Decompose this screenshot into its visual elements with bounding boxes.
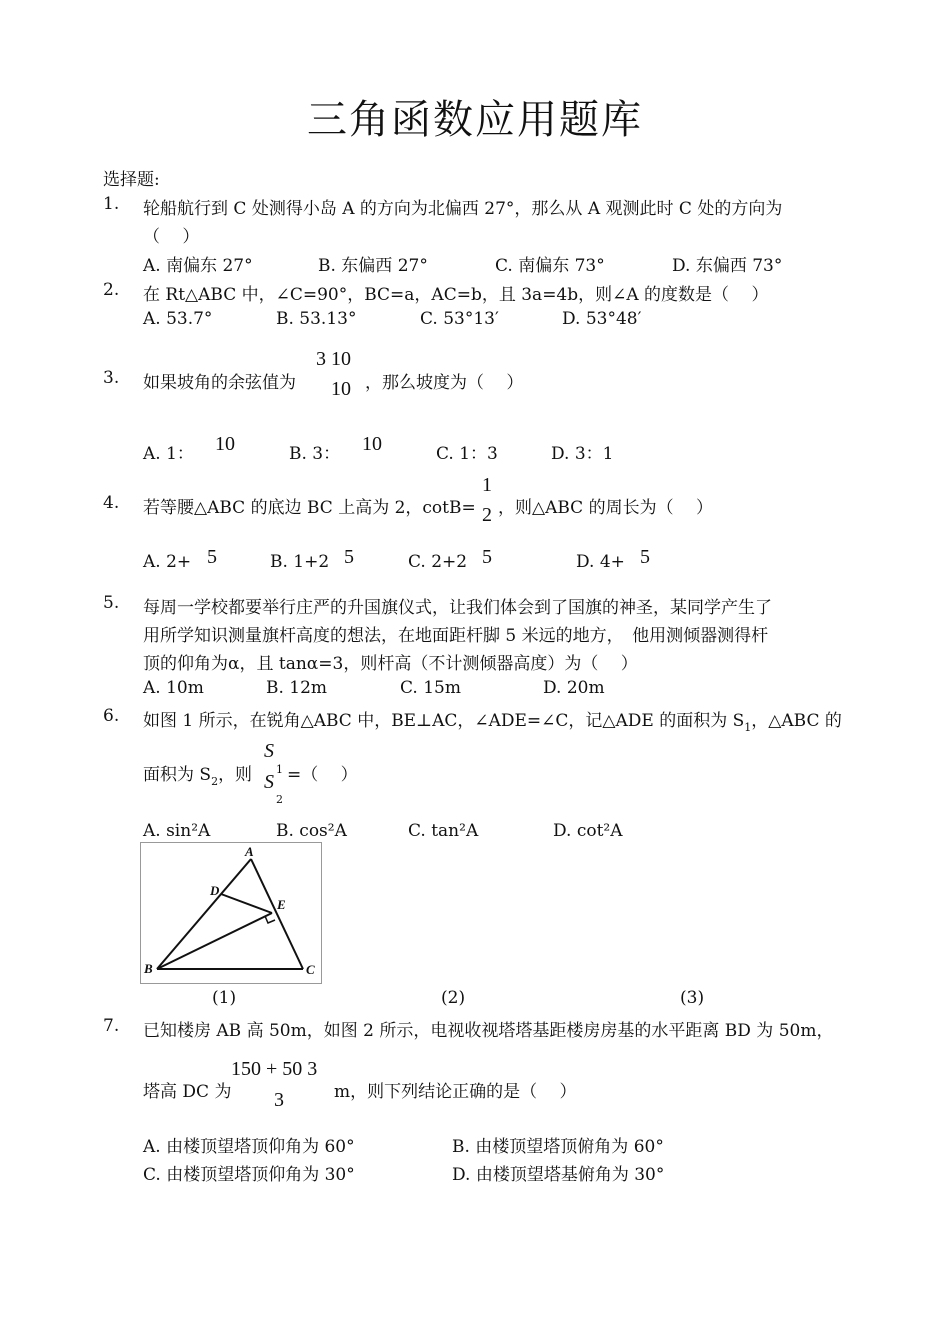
section-heading: 选择题: (103, 170, 160, 190)
q5-line-1: 每周一学校都要举行庄严的升国旗仪式，让我们体会到了国旗的神圣，某同学产生了 (143, 598, 772, 618)
label-d: D (210, 883, 220, 898)
q3-option-d: D. 3：1 (551, 444, 614, 464)
q6-line-1-end: ，△ABC 的 (751, 711, 842, 731)
label-c: C (306, 962, 315, 977)
q2-option-b: B. 53.13° (276, 309, 357, 329)
figure-caption-3: (3) (680, 988, 705, 1008)
q4-option-a-root: 5 (207, 546, 217, 568)
label-b: B (144, 961, 153, 976)
side-ab (157, 859, 251, 969)
q3-option-a-label: A. 1： (143, 444, 194, 464)
q5-option-c: C. 15m (400, 678, 461, 698)
q4-fraction-numerator: 1 (482, 474, 492, 496)
q3-number: 3. (103, 368, 120, 388)
q4-number: 4. (103, 493, 120, 513)
q7-option-c: C. 由楼顶望塔顶仰角为 30° (143, 1165, 355, 1185)
q2-option-d: D. 53°48′ (562, 309, 642, 329)
label-a: A (245, 844, 254, 859)
q7-line-1: 已知楼房 AB 高 50m，如图 2 所示，电视收视塔塔基距楼房房基的水平距离 BD 为 50m， (143, 1021, 834, 1041)
page-title: 三角函数应用题库 (307, 97, 643, 143)
q3-fraction-numerator: 3 10 (316, 348, 351, 370)
segment-be (157, 913, 272, 969)
q3-option-c: C. 1：3 (436, 444, 498, 464)
q4-option-c-root: 5 (482, 546, 492, 568)
q6-fraction-denominator: S (264, 771, 274, 793)
q1-text: 轮船航行到 C 处测得小岛 A 的方向为北偏西 27°，那么从 A 观测此时 C 处的方向为 (143, 199, 783, 219)
q4-text-after: ，则△ABC 的周长为（ ） (498, 498, 713, 518)
q2-option-c: C. 53°13′ (420, 309, 499, 329)
q7-number: 7. (103, 1016, 120, 1036)
q4-option-d: D. 4+ (576, 552, 625, 572)
q6-fraction-numerator-sub: 1 (276, 763, 283, 776)
q1-number: 1. (103, 194, 120, 214)
triangle-diagram (141, 843, 321, 983)
q2-option-a: A. 53.7° (143, 309, 213, 329)
q6-line-2-mid: ，则 (218, 765, 253, 785)
q6-option-a: A. sin²A (143, 821, 211, 841)
q1-option-a: A. 南偏东 27° (143, 256, 253, 276)
q3-text-after: ，那么坡度为（ ） (365, 373, 524, 393)
q6-line-1-text: 如图 1 所示，在锐角△ABC 中，BE⊥AC，∠ADE=∠C，记△ADE 的面积为 S (143, 711, 745, 731)
q1-blank: （ ） (143, 227, 200, 247)
q3-option-b-value: 10 (362, 433, 382, 455)
q3-text-before: 如果坡角的余弦值为 (143, 373, 296, 393)
q6-option-d: D. cot²A (553, 821, 623, 841)
q6-line-2-start (143, 760, 253, 788)
q6-number: 6. (103, 706, 120, 726)
q3-option-a-value: 10 (215, 433, 235, 455)
figure-caption-2: (2) (441, 988, 466, 1008)
q3-option-b-label: B. 3： (289, 444, 341, 464)
q6-fraction-denominator-sub: 2 (276, 793, 283, 806)
q6-option-c: C. tan²A (408, 821, 479, 841)
q6-line-2-text: 面积为 S (143, 765, 212, 785)
q5-line-3: 顶的仰角为α，且 tanα=3，则杆高（不计测倾器高度）为（ ） (143, 654, 638, 674)
q6-line-2-end: =（ ） (287, 765, 358, 785)
q5-option-a: A. 10m (143, 678, 204, 698)
q7-line-2-before: 塔高 DC 为 (143, 1082, 232, 1102)
q1-option-d: D. 东偏西 73° (672, 256, 783, 276)
q1-option-c: C. 南偏东 73° (495, 256, 605, 276)
right-angle-mark (265, 916, 275, 923)
label-e: E (277, 897, 286, 912)
q2-number: 2. (103, 280, 120, 300)
q7-fraction-numerator: 150 + 50 3 (231, 1058, 318, 1080)
q7-fraction-denominator: 3 (274, 1089, 284, 1111)
figure-1 (140, 842, 322, 984)
q7-option-b: B. 由楼顶望塔顶俯角为 60° (452, 1137, 664, 1157)
side-ac (251, 859, 303, 969)
q5-number: 5. (103, 593, 120, 613)
q5-line-2: 用所学知识测量旗杆高度的想法，在地面距杆脚 5 米远的地方， 他用测倾器测得杆 (143, 626, 769, 646)
q6-line-2-subscript: 2 (211, 775, 219, 788)
q6-line-1 (143, 706, 842, 734)
q4-text-before: 若等腰△ABC 的底边 BC 上高为 2，cotB= (143, 498, 476, 518)
q5-option-b: B. 12m (266, 678, 328, 698)
q4-option-b: B. 1+2 (270, 552, 330, 572)
q7-option-d: D. 由楼顶望塔基俯角为 30° (452, 1165, 665, 1185)
q7-line-2-after: m，则下列结论正确的是（ ） (334, 1082, 577, 1102)
q7-option-a: A. 由楼顶望塔顶仰角为 60° (143, 1137, 355, 1157)
q4-fraction-denominator: 2 (482, 504, 492, 526)
q6-line-1-subscript: 1 (744, 721, 752, 734)
q6-fraction-numerator: S (264, 740, 274, 762)
q2-text: 在 Rt△ABC 中，∠C=90°，BC=a，AC=b，且 3a=4b，则∠A 的度数是（ ） (143, 285, 769, 305)
q4-option-b-root: 5 (344, 546, 354, 568)
q1-option-b: B. 东偏西 27° (318, 256, 428, 276)
figure-caption-1: (1) (212, 988, 237, 1008)
segment-de (221, 894, 272, 913)
q4-option-a: A. 2+ (143, 552, 192, 572)
q3-fraction-denominator: 10 (331, 378, 351, 400)
q4-option-d-root: 5 (640, 546, 650, 568)
q6-option-b: B. cos²A (276, 821, 347, 841)
q4-option-c: C. 2+2 (408, 552, 468, 572)
q5-option-d: D. 20m (543, 678, 605, 698)
